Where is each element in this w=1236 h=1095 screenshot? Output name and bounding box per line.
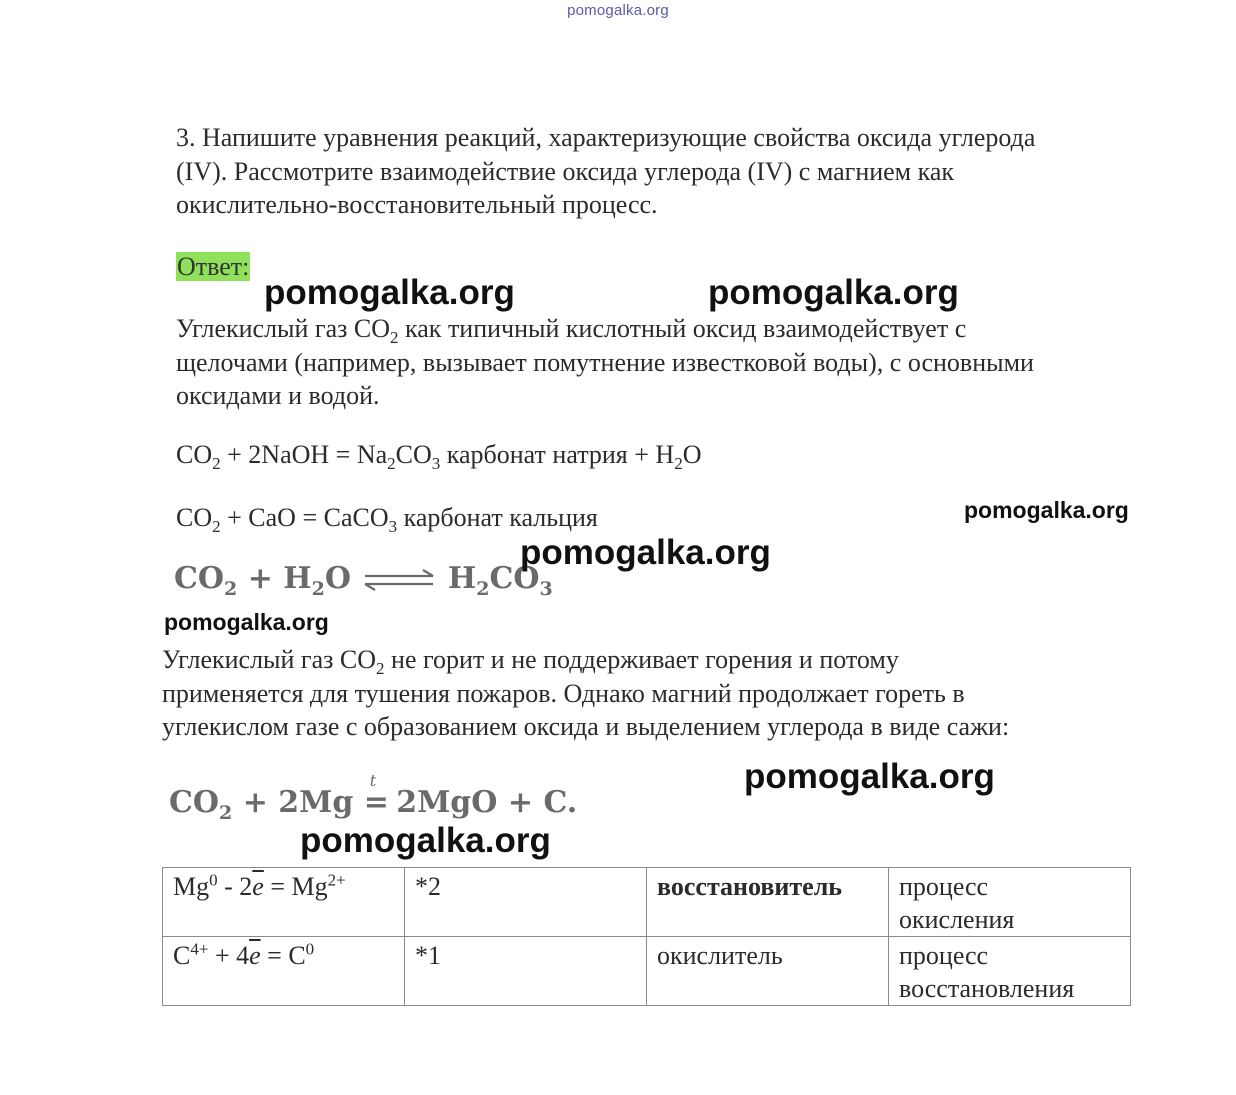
conclusion-line: углекислом газе с образованием оксида и выделением углерода в виде сажи: xyxy=(162,712,1010,741)
coefficient-cell: *1 xyxy=(405,937,647,1006)
equation-cao: $CO_2$ + CaO = CaCO$_3$ карбонат кальция xyxy=(176,503,598,537)
answer-label-wrap xyxy=(176,250,250,284)
conclusion-text xyxy=(162,643,1172,744)
intro-line: Углекислый газ $CO_2$ как типичный кислотный оксид взаимодействует с xyxy=(176,314,967,348)
question-line: (IV). Рассмотрите взаимодействие оксида углерода (IV) с магнием как xyxy=(176,156,955,186)
process-cell: процесс окисления xyxy=(889,868,1131,937)
watermark: pomogalka.org xyxy=(520,533,771,572)
equation-naoh: $CO_2$ + 2NaOH = $Na_2CO_3$ карбонат натрия + $H_2O$ xyxy=(176,440,702,474)
intro-line: оксидами и водой. xyxy=(176,381,380,410)
conclusion-line: применяется для тушения пожаров. Однако магний продолжает гореть в xyxy=(162,678,965,708)
role-cell: окислитель xyxy=(647,937,889,1006)
conclusion-line: Углекислый газ $CO_2$ не горит и не поддерживает горения и потому xyxy=(162,645,899,679)
watermark: pomogalka.org xyxy=(264,273,515,312)
watermark: pomogalka.org xyxy=(964,497,1129,523)
process-cell: процесс восстановления xyxy=(889,937,1131,1006)
half-reaction-cell: $C^{4+} + 4e = C^0$ xyxy=(163,937,405,1006)
watermark: pomogalka.org xyxy=(300,821,551,860)
intro-text xyxy=(176,312,1176,413)
heat-equals-sign: t = xyxy=(363,771,389,820)
table-row xyxy=(163,868,1131,937)
coefficient-cell: *2 xyxy=(405,868,647,937)
role-cell: восстановитель xyxy=(647,868,889,937)
watermark: pomogalka.org xyxy=(744,757,995,796)
question-line: окислительно-восстановительный процесс. xyxy=(176,190,658,219)
intro-line: щелочами (например, вызывает помутнение известковой воды), с основными xyxy=(176,347,1034,377)
watermark: pomogalka.org xyxy=(708,273,959,312)
watermark: pomogalka.org xyxy=(164,609,329,635)
equation-carbonic-acid: $CO_2 + H_2O$ $H_2CO_3$ xyxy=(174,561,553,600)
question-text xyxy=(176,121,1176,222)
redox-table xyxy=(162,867,1131,1006)
equilibrium-arrow-icon xyxy=(361,569,437,591)
table-row xyxy=(163,937,1131,1006)
equation-mg-combustion: $CO_2 + 2Mg$ t = 2MgO + C. xyxy=(169,771,578,824)
question-line: 3. Напишите уравнения реакций, характеризующие свойства оксида углерода xyxy=(176,123,1036,152)
answer-label: Ответ: xyxy=(177,252,250,281)
header-watermark: pomogalka.org xyxy=(567,2,669,19)
half-reaction-cell: $Mg^0 - 2e = Mg^{2+}$ xyxy=(163,868,405,937)
